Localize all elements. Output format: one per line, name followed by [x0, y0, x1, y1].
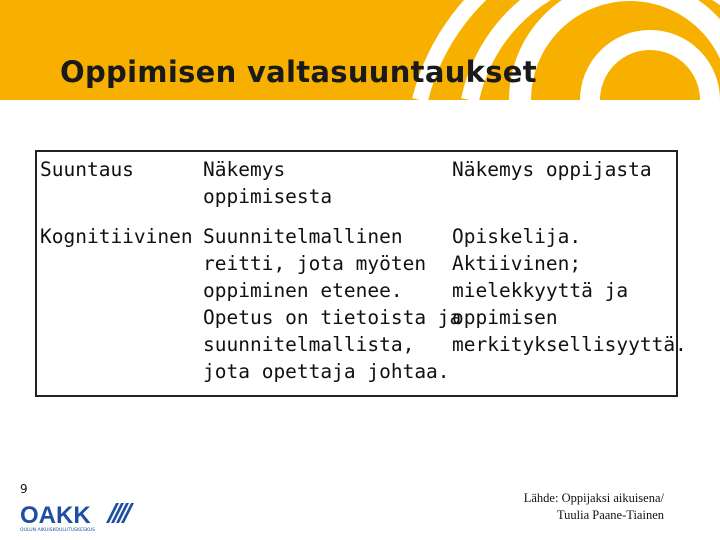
row-nakemys-oppimisesta: Suunnitelmallinen reitti, jota myöten oppiminen etenee. Opetus on tietoista ja suunnitelmallista, jota opettaja johtaa. [203, 225, 462, 383]
row-suuntaus: Kognitiivinen [40, 225, 193, 248]
source-citation: Lähde: Oppijaksi aikuisena/ Tuulia Paane-Tiainen [523, 491, 664, 522]
oakk-logo [20, 500, 135, 532]
logo-tagline: OULUN AIKUISKOULUTUSKESKUS [20, 528, 96, 532]
header-nakemys-oppimisesta: Näkemys oppimisesta [203, 158, 333, 208]
row-nakemys-oppijasta: Opiskelija. Aktiivinen; mielekkyyttä ja oppimisen merkityksellisyyttä. [452, 225, 687, 356]
header-suuntaus: Suuntaus [40, 158, 134, 181]
content-table [35, 150, 687, 397]
logo-stripes-icon [106, 503, 134, 523]
header-nakemys-oppijasta: Näkemys oppijasta [452, 158, 652, 181]
slide-title: Oppimisen valtasuuntaukset [60, 55, 537, 89]
logo-wordmark: OAKK [20, 502, 91, 529]
page-number: 9 [20, 482, 28, 496]
